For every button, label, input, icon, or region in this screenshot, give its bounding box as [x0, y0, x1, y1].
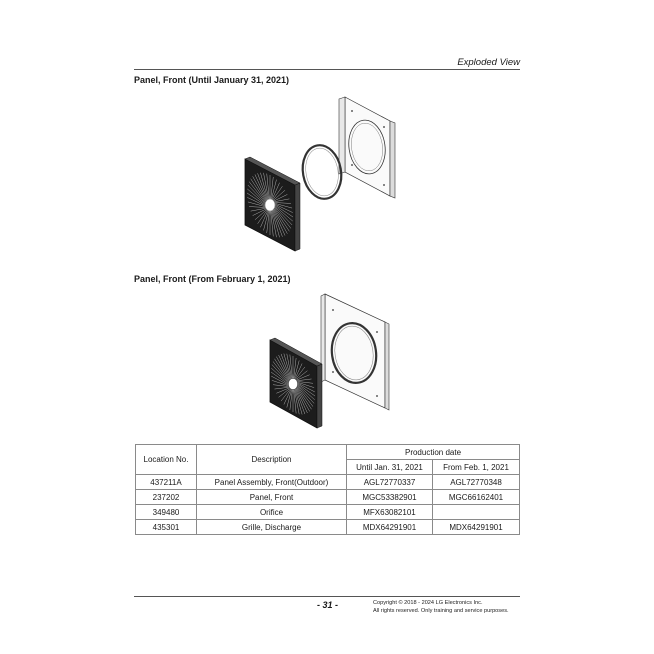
discharge-grille-drawing: [270, 338, 322, 428]
cell-location: 437211A: [136, 475, 197, 490]
production-parts-table: [135, 444, 520, 535]
header-rule: [134, 69, 520, 70]
page-number: - 31 -: [317, 600, 339, 610]
cell-until: MFX63082101: [347, 505, 433, 520]
column-header-from: From Feb. 1, 2021: [433, 460, 520, 475]
column-header-description: Description: [197, 445, 347, 475]
copyright-notice: [373, 600, 509, 615]
cell-until: AGL72770337: [347, 475, 433, 490]
cell-description: Orifice: [197, 505, 347, 520]
column-header-location: Location No.: [136, 445, 197, 475]
section-title-from-2021: Panel, Front (From February 1, 2021): [134, 274, 291, 284]
cell-location: 237202: [136, 490, 197, 505]
cell-location: 435301: [136, 520, 197, 535]
exploded-view-figure-from-2021: [265, 290, 400, 430]
header-title: Exploded View: [457, 57, 520, 68]
cell-description: Panel, Front: [197, 490, 347, 505]
copyright-line: Copyright © 2018 - 2024 LG Electronics Inc.: [373, 600, 483, 606]
exploded-view-figure-until-2021: [240, 93, 400, 259]
front-panel-drawing: [321, 294, 389, 410]
table-row: [136, 520, 520, 535]
cell-until: MDX64291901: [347, 520, 433, 535]
orifice-ring-drawing: [299, 142, 346, 202]
cell-from: AGL72770348: [433, 475, 520, 490]
footer-rule: [134, 596, 520, 597]
discharge-grille-drawing: [245, 157, 300, 251]
table-row: [136, 490, 520, 505]
table-row: [136, 505, 520, 520]
front-panel-drawing: [339, 97, 395, 198]
column-header-until: Until Jan. 31, 2021: [347, 460, 433, 475]
cell-until: MGC53382901: [347, 490, 433, 505]
cell-from: MGC66162401: [433, 490, 520, 505]
column-header-production-date: Production date: [347, 445, 520, 460]
cell-from: MDX64291901: [433, 520, 520, 535]
cell-description: Grille, Discharge: [197, 520, 347, 535]
table-row: [136, 475, 520, 490]
cell-description: Panel Assembly, Front(Outdoor): [197, 475, 347, 490]
cell-from: [433, 505, 520, 520]
section-title-until-2021: Panel, Front (Until January 31, 2021): [134, 75, 290, 85]
copyright-line: All rights reserved. Only training and service purposes.: [373, 607, 509, 614]
cell-location: 349480: [136, 505, 197, 520]
